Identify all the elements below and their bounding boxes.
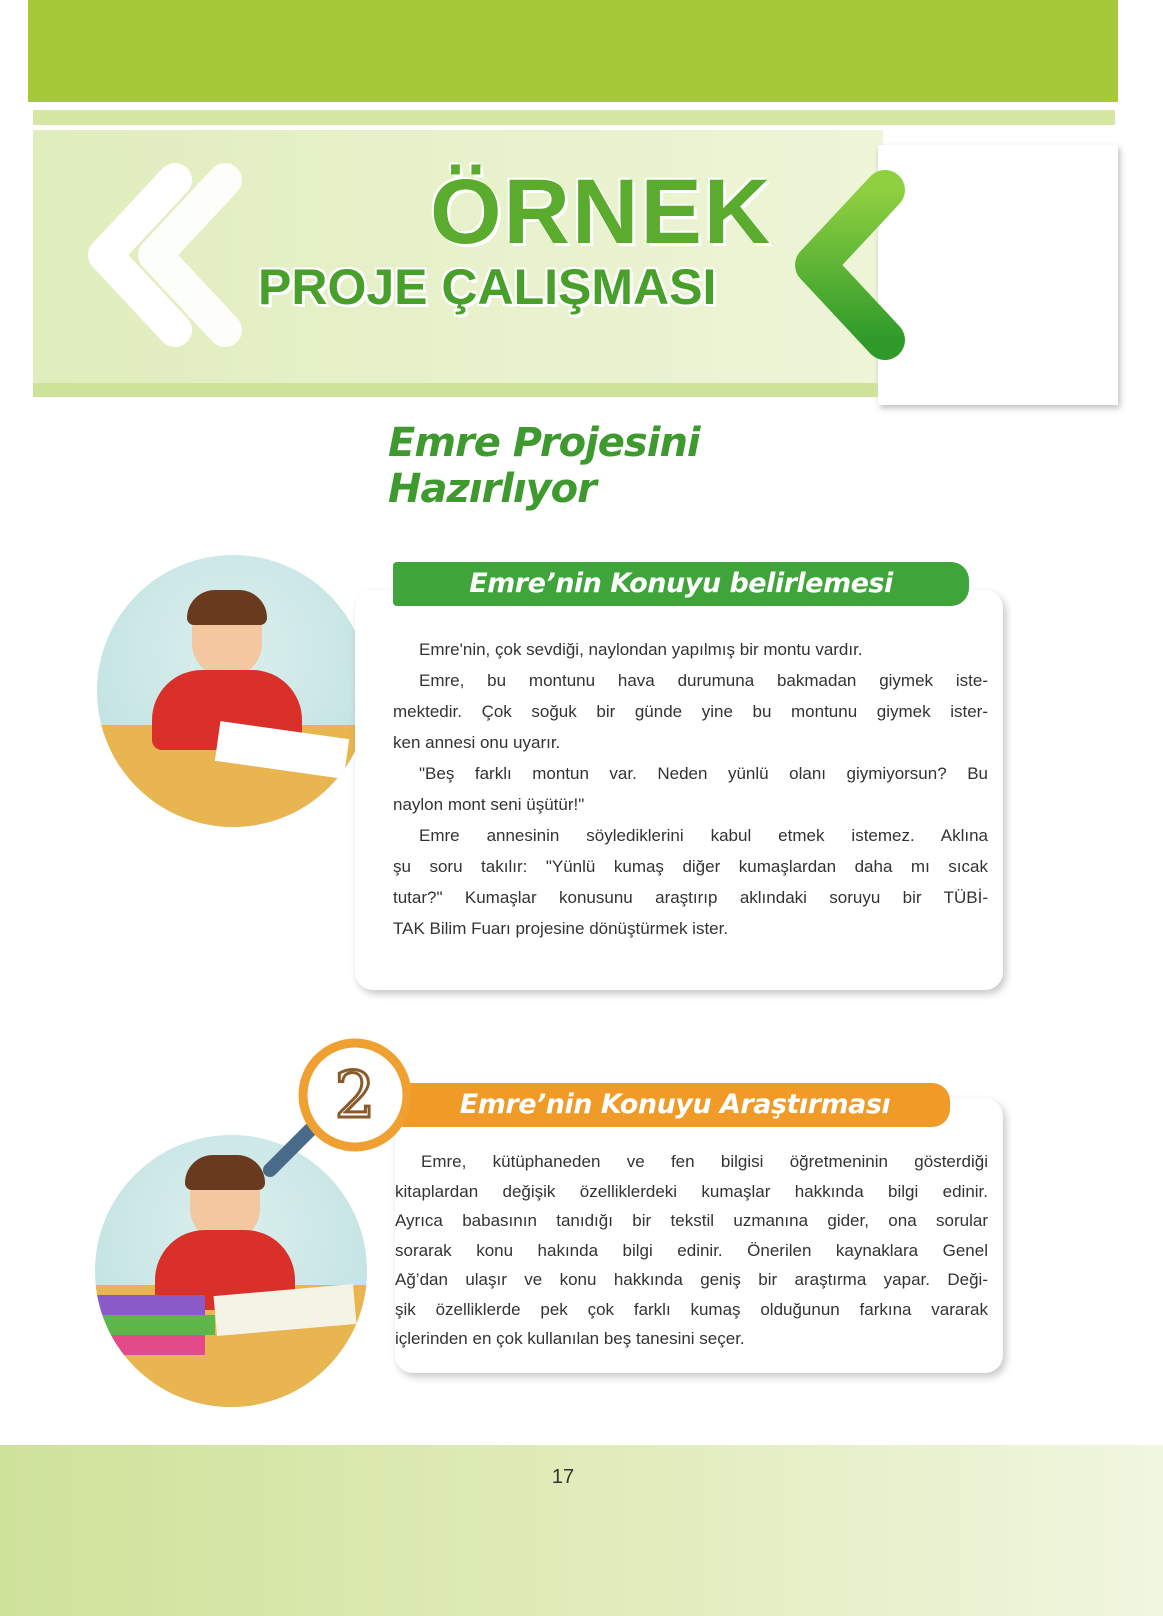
- banner-subtitle: PROJE ÇALIŞMASI: [258, 259, 717, 315]
- text-line: Emre annesinin söylediklerini kabul etmek istemez. Aklına: [419, 826, 988, 845]
- text-line: şu soru takılır: "Yünlü kumaş diğer kumaşlardan daha mı sıcak: [393, 857, 988, 876]
- illustration-boy-writing: [97, 555, 369, 827]
- text-line: sorarak konu hakında bilgi edinir. Önerilen kaynaklara Genel: [395, 1240, 988, 1260]
- text-line: Ağ’dan ulaşır ve konu hakkında geniş bir araştırma yapar. Deği-: [395, 1270, 988, 1289]
- divider: [33, 383, 878, 397]
- banner-title: ÖRNEK: [430, 161, 773, 263]
- chevrons-left-icon: [75, 160, 255, 350]
- heading-line: Emre Projesini: [388, 420, 700, 466]
- text-line: "Beş farklı montun var. Neden yünlü olanı giymiyorsun? Bu: [419, 764, 988, 783]
- text-line: tutar?" Kumaşlar konusunu araştırıp aklındaki soruyu bir TÜBİ-: [393, 888, 988, 907]
- text-line: Emre, kütüphaneden ve fen bilgisi öğretmeninin gösterdiği: [421, 1152, 988, 1171]
- page-heading: [388, 420, 700, 512]
- text-line: ken annesi onu uyarır.: [393, 733, 561, 752]
- divider: [33, 110, 1115, 125]
- section-number: 2: [334, 1059, 376, 1133]
- section-header: Emre’nin Konuyu Araştırması: [400, 1083, 950, 1127]
- section-header: Emre’nin Konuyu belirlemesi: [393, 562, 969, 606]
- text-line: mektedir. Çok soğuk bir günde yine bu montunu giymek ister-: [393, 702, 988, 721]
- section-body: [395, 1147, 988, 1354]
- page-number: 17: [551, 1466, 575, 1488]
- arrow-left-icon: [790, 170, 1005, 360]
- text-line: içlerinden en çok kullanılan beş tanesini seçer.: [395, 1329, 745, 1348]
- text-line: naylon mont seni üşütür!": [393, 795, 585, 814]
- section-body: [393, 634, 988, 944]
- text-line: TAK Bilim Fuarı projesine dönüştürmek ister.: [393, 919, 729, 938]
- text-line: Emre, bu montunu hava durumuna bakmadan giymek iste-: [419, 671, 988, 690]
- text-line: kitaplardan değişik özelliklerdeki kumaşlar hakkında bilgi edinir.: [395, 1181, 988, 1201]
- text-line: Ayrıca babasının tanıdığı bir tekstil uzmanına gider, ona sorular: [395, 1211, 988, 1230]
- text-line: şik özelliklerde pek çok farklı kumaş olduğunun farkına vararak: [395, 1299, 988, 1319]
- top-bar: [28, 0, 1118, 102]
- heading-line: Hazırlıyor: [388, 466, 596, 512]
- text-line: Emre'nin, çok sevdiği, naylondan yapılmış bir montu vardır.: [419, 640, 863, 659]
